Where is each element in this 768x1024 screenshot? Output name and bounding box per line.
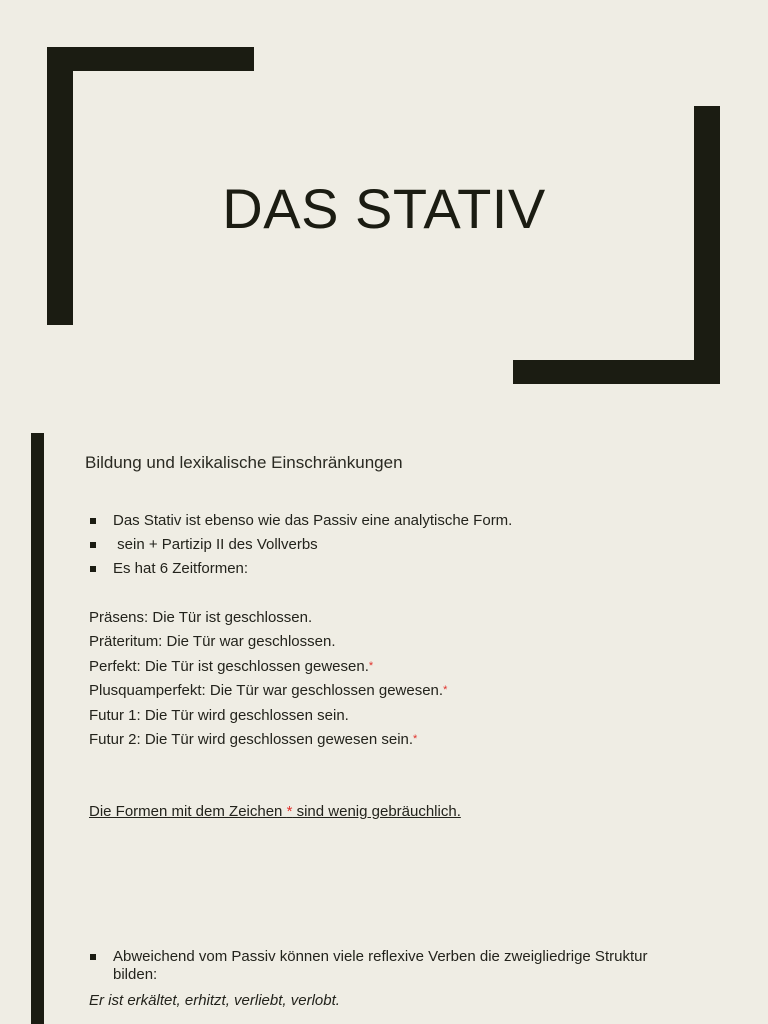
bullet-square-icon xyxy=(90,542,96,548)
bullet-item: Das Stativ ist ebenso wie das Passiv eine analytische Form. xyxy=(88,511,512,535)
rare-marker: * xyxy=(286,803,293,820)
bullet-list xyxy=(88,511,512,583)
bullet-square-icon xyxy=(90,954,96,960)
tense-line: Perfekt: Die Tür ist geschlossen gewesen.* xyxy=(89,657,374,675)
bullet-item-reflexive: Abweichend vom Passiv können viele reflexive Verben die zweigliedrige Struktur bilden: xyxy=(88,948,693,984)
slide-title: DAS STATIV xyxy=(222,177,546,240)
frame-bottom-right-horizontal xyxy=(513,360,720,384)
bullet-item: Es hat 6 Zeitformen: xyxy=(88,559,512,583)
bullet-square-icon xyxy=(90,566,96,572)
tense-line: Präsens: Die Tür ist geschlossen. xyxy=(89,609,313,626)
section-heading: Bildung und lexikalische Einschränkungen xyxy=(85,453,403,472)
usage-note: Die Formen mit dem Zeichen * sind wenig gebräuchlich. xyxy=(89,803,461,820)
frame-bottom-right-vertical xyxy=(694,106,720,384)
content-left-rule xyxy=(31,433,44,1024)
tense-line: Futur 2: Die Tür wird geschlossen gewesen sein.* xyxy=(89,730,418,748)
tense-line: Futur 1: Die Tür wird geschlossen sein. xyxy=(89,706,349,724)
bullet-item: sein + Partizip II des Vollverbs xyxy=(88,535,512,559)
example-sentence: Er ist erkältet, erhitzt, verliebt, verlobt. xyxy=(89,992,340,1009)
rare-marker: * xyxy=(443,684,448,697)
rare-marker: * xyxy=(368,659,374,672)
tense-list xyxy=(89,608,447,754)
tense-line: Plusquamperfekt: Die Tür war geschlossen gewesen.* xyxy=(89,682,448,700)
tense-line: Präteritum: Die Tür war geschlossen. xyxy=(89,633,336,651)
frame-top-left-horizontal xyxy=(47,47,254,71)
bullet-square-icon xyxy=(90,518,96,524)
rare-marker: * xyxy=(413,732,418,745)
